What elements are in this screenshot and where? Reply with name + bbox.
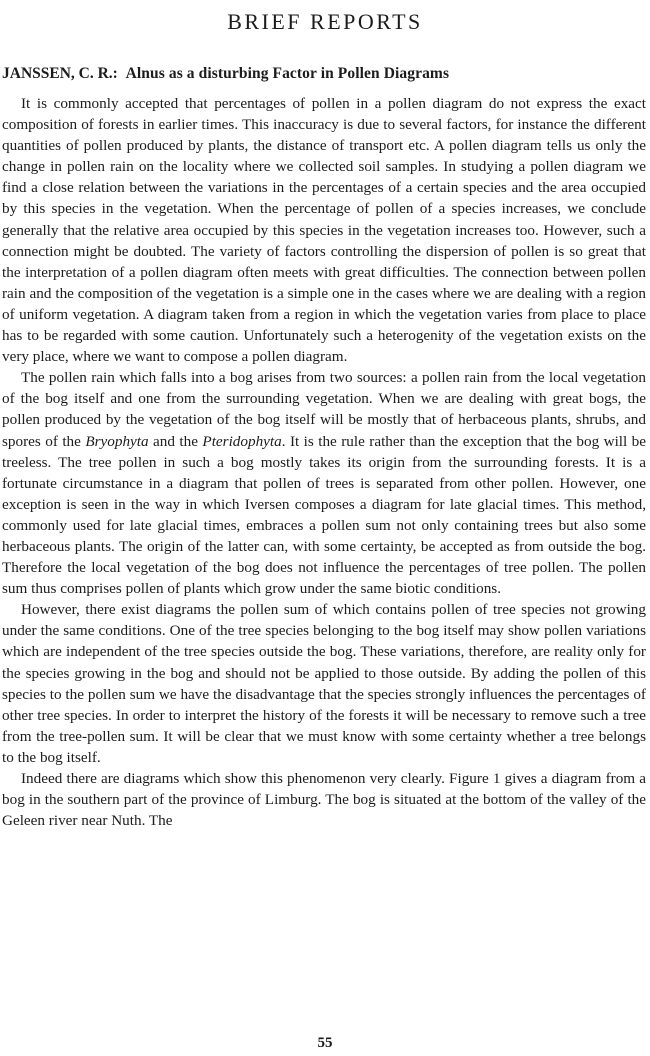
paragraph-1: It is commonly accepted that percentages of pollen in a pollen diagram do not express the exact composition of forests in earlier times. This inaccuracy is due to several factors, for instance the different quantities of pollen produced by plants, the distance of transport etc. A pollen diagram tells us only the change in pollen rain on the locality where we collected soil samples. In studying a pollen diagram we find a close relation between the variations in the percentages of a certain species and the area occupied by this species in the vegetation. When the percentage of pollen of a species increases, we conclude generally that the relative area occupied by this species in the vegetation increases too. However, such a connection might be doubted. The variety of factors controlling the dispersion of pollen is so great that the interpretation of a pollen diagram often meets with great difficulties. The connection between pollen rain and the composition of the vegetation is a simple one in the cases where we are dealing with a region of uniform vegetation. A diagram taken from a region in which the vegetation varies from place to place has to be regarded with some caution. Unfortunately such a heterogenity of the vegetation exists on the very place, where we want to compose a pollen diagram. xyxy=(2,95,646,366)
taxon-pteridophyta: Pteridophyta xyxy=(202,432,282,450)
article-body xyxy=(2,93,646,831)
taxon-bryophyta: Bryophyta xyxy=(85,432,149,450)
article-heading xyxy=(2,64,646,84)
paragraph-3: However, there exist diagrams the pollen sum of which contains pollen of tree species not growing under the same conditions. One of the tree species belonging to the bog itself may show pollen variations which are independent of the tree species outside the bog. These variations, therefore, are reality only for the species growing in the bog and should not be applied to those outside. By adding the pollen of this species to the pollen sum we have the disadvantage that the species strongly influences the percentages of other tree species. In order to interpret the history of the forests it will be necessary to remove such a tree from the tree-pollen sum. It will be clear that we must know with some certainty whether a tree belongs to the bog itself. xyxy=(2,601,646,766)
paragraph-2 xyxy=(2,367,646,599)
article-author: JANSSEN, C. R.: xyxy=(2,65,118,82)
running-head: BRIEF REPORTS xyxy=(227,9,423,34)
paragraph-2-text-a: The pollen rain which falls into a bog arises from two sources: a pollen rain from the local vegetation of the bog itself and one from the surrounding vegetation. When we are dealing with great bogs, the pollen produced by the vegetation of the bog itself will be mostly that of herbaceous plants, shrubs, and spores of the xyxy=(2,369,646,450)
page-number: 55 xyxy=(317,1035,333,1051)
paragraph-2-text-b: and the xyxy=(148,432,203,450)
paragraph-2-text-c: . It is the rule rather than the exception that the bog will be treeless. The tree pollen in such a bog mostly takes its origin from the surrounding forests. It is a fortunate circumstance in a diagram that pollen of trees is separated from other pollen. However, one exception is seen in the way in which Iversen composes a diagram for late glacial times. This method, commonly used for late glacial times, embraces a pollen sum not only containing trees but also some herbaceous plants. The origin of the latter can, with some certainty, be accepted as from outside the bog. Therefore the local vegetation of the bog does not influence the percentages of tree pollen. The pollen sum thus comprises pollen of plants which grow under the same biotic conditions. xyxy=(2,432,647,598)
article-title: Alnus as a disturbing Factor in Pollen Diagrams xyxy=(125,65,450,82)
paragraph-4: Indeed there are diagrams which show this phenomenon very clearly. Figure 1 gives a diagram from a bog in the southern part of the province of Limburg. The bog is situated at the bottom of the valley of the Geleen river near Nuth. The xyxy=(2,770,646,830)
